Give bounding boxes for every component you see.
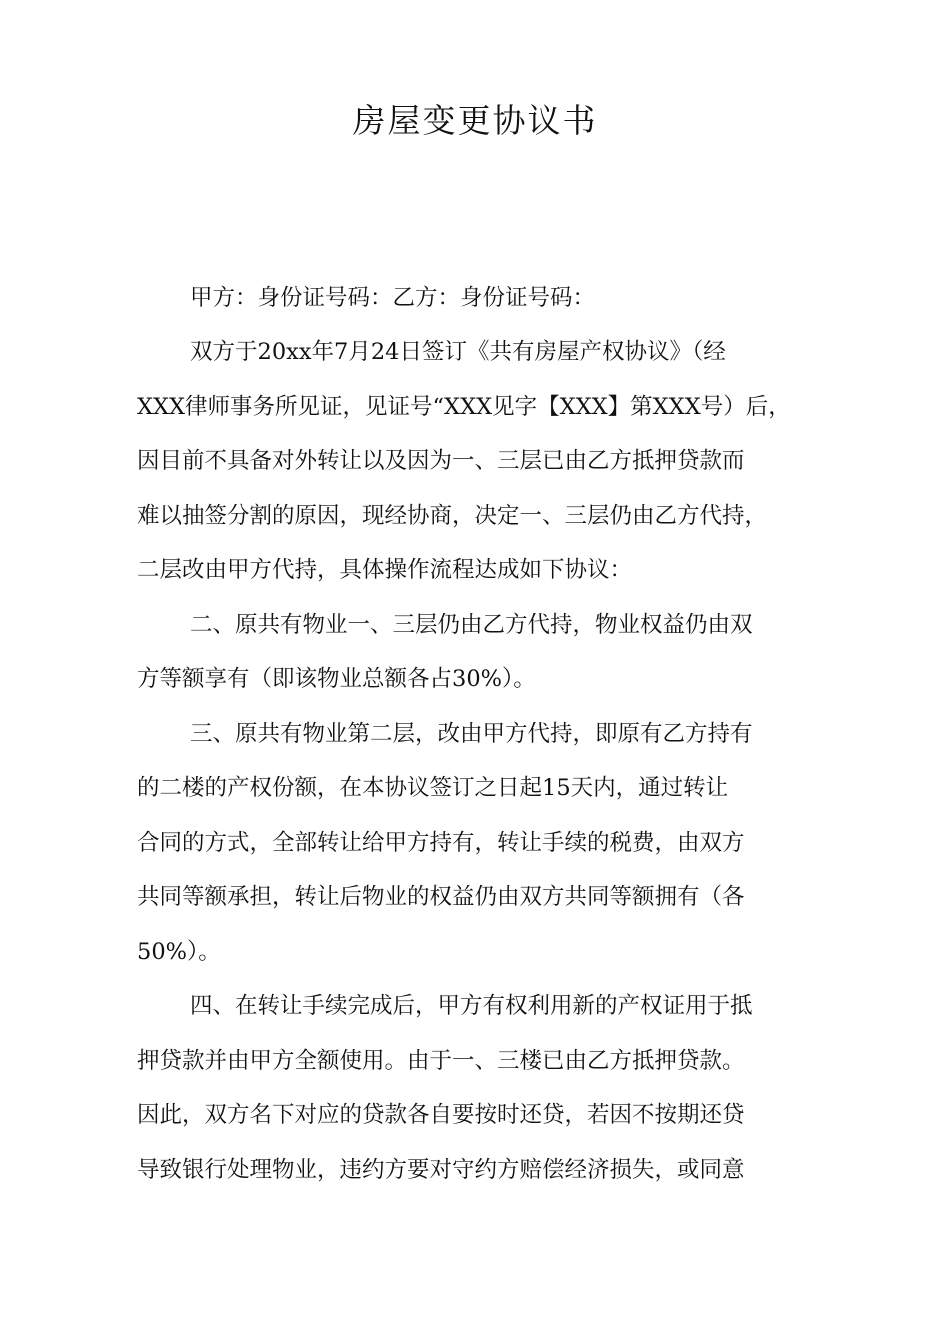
clause-4-line-3: 因此，双方名下对应的贷款各自要按时还贷，若因不按期还贷 (137, 1102, 745, 1128)
party-line: 甲方：身份证号码：乙方：身份证号码： (190, 285, 596, 311)
paragraph-1-line-4: 难以抽签分割的原因，现经协商，决定一、三层仍由乙方代持， (137, 503, 768, 529)
paragraph-1-line-2: XXX律师事务所见证，见证号“XXX见字【XXX】第XXX号）后， (137, 394, 791, 420)
paragraph-1-line-1: 双方于20xx年7月24日签订《共有房屋产权协议》（经 (190, 339, 726, 365)
clause-3-line-3: 合同的方式，全部转让给甲方持有，转让手续的税费，由双方 (137, 830, 745, 856)
clause-3-line-2: 的二楼的产权份额，在本协议签订之日起15天内，通过转让 (137, 775, 729, 801)
clause-3-line-5: 50%）。 (137, 939, 221, 965)
clause-2-line-1: 二、原共有物业一、三层仍由乙方代持，物业权益仍由双 (190, 612, 753, 638)
paragraph-1-line-3: 因目前不具备对外转让以及因为一、三层已由乙方抵押贷款而 (137, 448, 745, 474)
document-title: 房屋变更协议书 (352, 101, 598, 140)
clause-3-line-4: 共同等额承担，转让后物业的权益仍由双方共同等额拥有（各 (137, 884, 745, 910)
clause-4-line-1: 四、在转让手续完成后，甲方有权利用新的产权证用于抵 (190, 993, 753, 1019)
clause-2-line-2: 方等额享有（即该物业总额各占30%）。 (137, 666, 536, 692)
clause-4-line-4: 导致银行处理物业，违约方要对守约方赔偿经济损失，或同意 (137, 1157, 745, 1183)
paragraph-1-line-5: 二层改由甲方代持，具体操作流程达成如下协议： (137, 557, 633, 583)
clause-3-line-1: 三、原共有物业第二层，改由甲方代持，即原有乙方持有 (190, 721, 753, 747)
clause-4-line-2: 押贷款并由甲方全额使用。由于一、三楼已由乙方抵押贷款。 (137, 1048, 745, 1074)
